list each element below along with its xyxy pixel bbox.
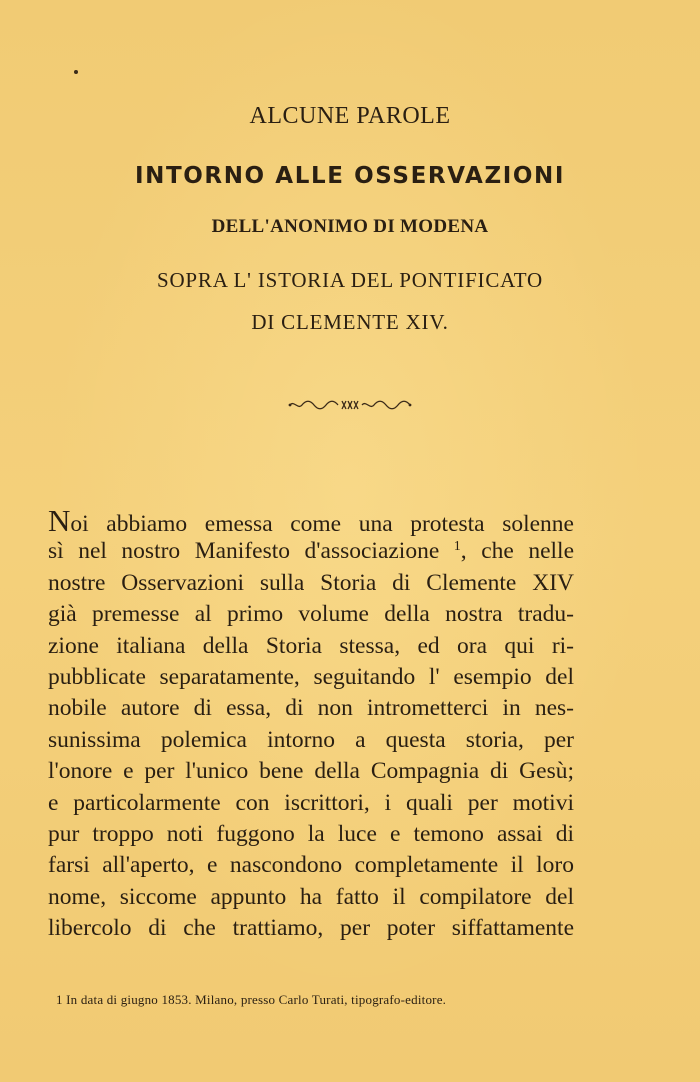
title-line-2: INTORNO ALLE OSSERVAZIONI [134,163,566,189]
drop-cap: N [48,503,71,538]
body-paragraph [48,505,574,944]
text-line: pur troppo noti fuggono la luce e temono assai di [48,820,574,847]
text-line: già premesse al primo volume della nostra tradu- [48,601,574,628]
decorative-ornament [0,398,700,412]
text-line: libercolo di che trattiamo, per poter siffattamente [48,915,574,942]
footnote-marker: 1 [453,539,461,555]
footnote [56,992,576,1008]
title-line-4: SOPRA L' ISTORIA DEL PONTIFICATO [156,268,544,292]
ink-speck [74,70,78,74]
text-line: Noi abbiamo emessa come una protesta solenne [48,503,574,538]
text-line: farsi all'aperto, e nascondono completamente il loro [48,852,574,879]
footnote-text: In data di giugno 1853. Milano, presso Carlo Turati, tipografo-editore. [66,992,447,1007]
text-line: sunissima polemica intorno a questa storia, per [48,726,574,753]
text-line: e particolarmente con iscrittori, i quali per motivi [48,789,574,816]
title-line-1: ALCUNE PAROLE [249,103,451,129]
text-line: nostre Osservazioni sulla Storia di Clemente XIV [48,569,574,596]
text-line: l'onore e per l'unico bene della Compagnia di Gesù; [48,758,574,785]
footnote-marker: 1 [56,992,63,1007]
text-line: nome, siccome appunto ha fatto il compilatore del [48,883,574,910]
text-line: zione italiana della Storia stessa, ed ora qui ri- [48,632,574,659]
title-line-3: DELL'ANONIMO DI MODENA [211,216,489,237]
title-line-5: DI CLEMENTE XIV. [251,310,449,334]
text-line: sì nel nostro Manifesto d'associazione $^1$, che nelle [48,538,575,565]
text-line: nobile autore di essa, di non intrometterci in nes- [48,695,574,722]
ornament-icon [288,398,412,412]
text-line: pubblicate separatamente, seguitando l' esempio del [48,663,574,690]
